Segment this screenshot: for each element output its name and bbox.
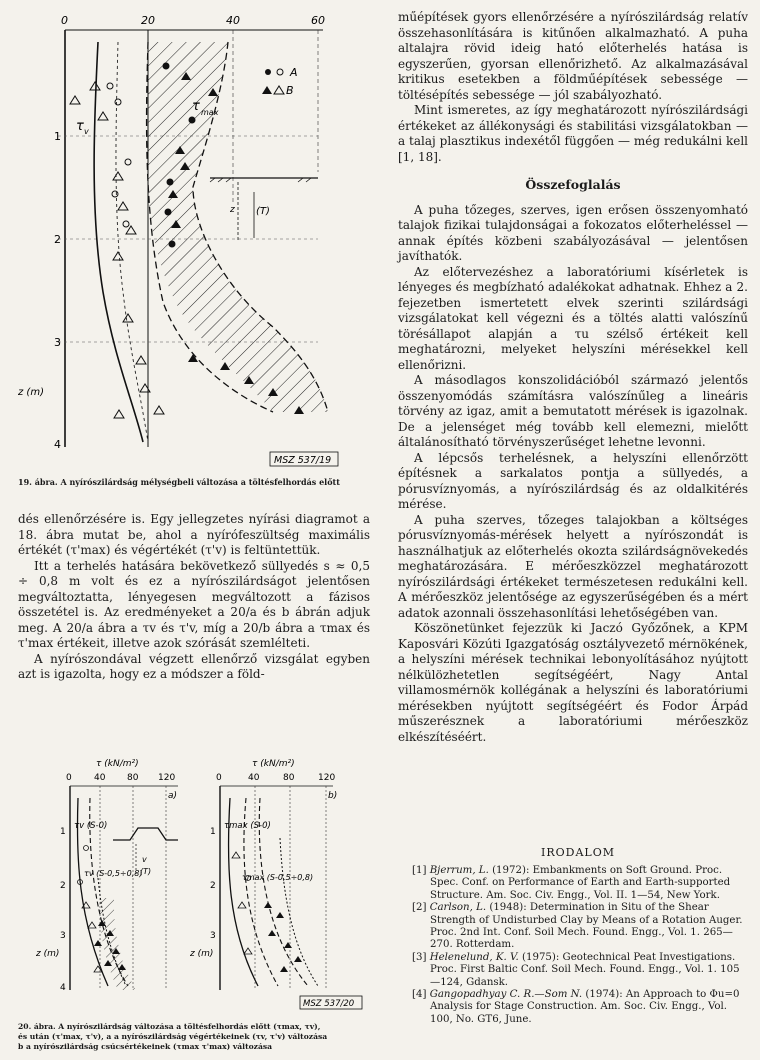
reference-2: [2] Carlson, L. (1948): Determination in Situ of the Shear Strength of Undisturbed Clay by Means of a Rotation Auger. Proc. 2nd Int. Conf. Soil Mech. Found. Engg., Vol. 1. 265—270. Rotterdam. (412, 902, 743, 951)
fig19-legend-b: B (286, 84, 294, 97)
left-column-text (18, 512, 370, 683)
summary-heading: Összefoglalás (525, 177, 621, 192)
fig19-tick-20: 20 (141, 14, 155, 27)
fig20-panel-b: b) (328, 791, 338, 801)
figure-20-caption-line-1: 20. ábra. A nyírószilárdság változása a töltésfelhordás előtt (τmax, τv), (18, 1022, 321, 1031)
figure-19-plot (18, 12, 363, 472)
fig20-label-tv-b: τv (S-0,5÷0,8) (84, 869, 143, 878)
fig19-tau-max-sub: max (201, 108, 219, 117)
fig20-depth-b-1: 1 (210, 827, 216, 837)
fig20-depth-4: 4 (60, 983, 66, 993)
figure-20-caption (18, 1022, 370, 1052)
figure-20-plot (18, 758, 363, 1020)
fig20-depth-3: 3 (60, 931, 66, 941)
fig20-panel-a: a) (168, 791, 178, 801)
fig20-b-tick-0: 0 (216, 773, 222, 783)
summary-paragraph-6: Köszönetünket fejezzük ki Jaczó Győzőnek, a KPM Kaposvári Közúti Igazgatóság osztályvezető mérnökének, a helyszíni mérések technikai lebonyolításához nyújtott nélkülözhetetlen segítségéért, Nagy Antal villamosmérnök kollégának a helyszíni és laboratóriumi mérésekben nyújtott segítségéért és Fodor Árpád műszerésznek a laboratóriumi mérőeszköz elkészítéséért. (398, 621, 748, 744)
fig20-inset-t: (T) (140, 867, 152, 876)
fig20-z-axis-b: z (m) (190, 949, 214, 959)
fig20-b-tick-120: 120 (318, 773, 336, 783)
summary-paragraph-4: A lépcsős terhelésnek, a helyszíni ellenőrzött építésnek a sarkalatos pontja a süllyedés, a pórusvíznyomás, a nyírószilárdság és az oldalkitérés mérése. (398, 450, 748, 511)
fig20-label-tv-a: τv (S-0) (74, 821, 108, 831)
left-paragraph-2: Itt a terhelés hatására bekövetkező süllyedés s ≈ 0,5 ÷ 0,8 m volt és ez a nyírószilárdságot jelentősen megváltoztatta, lényegesen megváltozott a fázisos összetétel is. Az eredményeket a 20/a és b ábrán adjuk meg. A 20/a ábra a τv és τ'v, míg a 20/b ábra a τmax és τ'max értékeit, illetve azok szórását szemlélteti. (18, 558, 370, 650)
fig20-unit-a: τ (kN/m²) (96, 759, 139, 769)
figure-20-caption-line-3: b a nyírószilárdság csúcsértékeinek (τmax τ'max) változása (18, 1042, 273, 1051)
fig20-b-tick-40: 40 (248, 773, 260, 783)
fig19-depth-1: 1 (54, 130, 61, 143)
summary-paragraph-1: A puha tőzeges, szerves, igen erősen összenyomható talajok fizikai tulajdonságai a fokozatos előterheléssel — annak építés közbeni szabályozásával — jelentősen javíthatók. (398, 202, 748, 263)
fig20-label-tmax-b: τmax (S-0,5÷0,8) (242, 873, 314, 882)
fig20-inset-v: v (142, 855, 147, 864)
fig19-depth-4: 4 (54, 438, 61, 451)
fig19-tau-v-sub: v (84, 127, 89, 136)
fig19-z-axis: z (m) (18, 387, 44, 398)
fig20-a-tick-80: 80 (127, 773, 139, 783)
references-heading: IRODALOM (541, 846, 615, 859)
figure-19 (18, 12, 363, 472)
references (408, 846, 748, 1026)
fig19-stamp: MSZ 537/19 (274, 455, 332, 466)
fig19-legend-a: A (290, 66, 298, 79)
right-paragraph-1: műépítések gyors ellenőrzésére a nyírószilárdság relatív összehasonlítására is kitűnően alkalmazható. A puha altalajra rövid ideig ható előterhelés hatása is egyszerűen, gyorsan ellenőrizhető. Az alkalmazásával kritikus esetekben a földműépítések sebessége — töltésépítés sebessége — jól szabályozható. (398, 10, 748, 102)
reference-1: [1] Bjerrum, L. (1972): Embankments on Soft Ground. Proc. Spec. Conf. on Performance of Earth and Earth-supported Structure. Am. Soc. Civ. Engg., Vol. II. 1—54, New York. (412, 865, 731, 901)
reference-3: [3] Helenelund, K. V. (1975): Geotechnical Peat Investigations. Proc. First Baltic Conf. Soil Mech. Found. Engg., Vol. 1. 105—124, Gdansk. (412, 951, 740, 988)
fig20-a-tick-120: 120 (158, 773, 176, 783)
fig19-inset-t: (T) (256, 206, 270, 217)
right-paragraph-2: Mint ismeretes, az így meghatározott nyírószilárdsági értékeket az állékonysági és stabilitási vizsgálatokban — a talaj plasztikus indexétől függően — még redukálni kell [1, 18]. (398, 103, 748, 164)
fig20-b-tick-80: 80 (283, 773, 295, 783)
right-column-text (398, 10, 748, 745)
figure-19-legend (262, 69, 284, 94)
fig20-depth-2: 2 (60, 881, 66, 891)
fig19-tick-0: 0 (61, 14, 68, 27)
summary-paragraph-3: A másodlagos konszolidációból származó jelentős összenyomódás számításra valószínűleg a lineáris törvény az igaz, amit a bemutatott mérések is igazolnak. De a jelenséget még tovább kell elemezni, mielőtt általánosítható törvényszerűséget lehetne levonni. (398, 373, 748, 449)
fig20-unit-b: τ (kN/m²) (252, 759, 295, 769)
fig20-depth-b-3: 3 (210, 931, 216, 941)
fig20-label-tmax-a: τmax (S-0) (224, 821, 271, 831)
fig20-depth-1: 1 (60, 827, 66, 837)
fig19-inset-z: z (230, 205, 235, 215)
fig20-a-tick-40: 40 (94, 773, 106, 783)
reference-4: [4] Gangopadhyay C. R.—Som N. (1974): An Approach to Φu=0 Analysis for Stage Construction. Am. Soc. Civ. Engg., Vol. 100, No. GT6, June. (412, 989, 740, 1025)
fig19-tick-60: 60 (311, 14, 325, 27)
summary-paragraph-2: Az előtervezéshez a laboratóriumi kísérletek is lényeges és megbízható adalékokat adhatnak. Ehhez a 2. fejezetben ismertetett elvek szerinti szilárdsági vizsgálatokat kell végezni és a töltés alatti valószínű törésállapot alapján a τu szélső értékeit kell meghatározni, melyeket helyszíni mérésekkel kell ellenőrizni. (398, 264, 748, 372)
fig19-tick-40: 40 (226, 14, 240, 27)
figure-20-caption-line-2: és után (τ'max, τ'v), a a nyírószilárdság végértékeinek (τv, τ'v) változása (18, 1032, 328, 1041)
figure-20 (18, 758, 363, 1020)
fig20-a-tick-0: 0 (66, 773, 72, 783)
fig19-depth-3: 3 (54, 336, 61, 349)
fig20-depth-b-2: 2 (210, 881, 216, 891)
summary-paragraph-5: A puha szerves, tőzeges talajokban a költséges pórusvíznyomás-mérések helyett a nyírószondát is használhatjuk az előterhelés okozta szilárdságnövekedés meghatározására. E mérőeszközzel meghatározott nyírószilárdsági értékeket természetesen redukálni kell. A mérőeszköz jelentősége az egyszerűségében és a mért adatok azonnali összehasonlítási lehetőségében van. (398, 512, 748, 620)
fig20-stamp: MSZ 537/20 (303, 999, 355, 1009)
fig19-tau-v: τ (76, 119, 84, 134)
fig20-z-axis: z (m) (36, 949, 60, 959)
left-paragraph-3: A nyírószondával végzett ellenőrző vizsgálat egyben azt is igazolta, hogy ez a módszer a föld- (18, 651, 370, 681)
left-paragraph-1: dés ellenőrzésére is. Egy jellegzetes nyírási diagramot a 18. ábra mutat be, ahol a nyírófeszültség maximális értékét (τ'max) és végértékét (τ'v) is feltüntettük. (18, 512, 370, 557)
figure-19-caption: 19. ábra. A nyírószilárdság mélységbeli változása a töltésfelhordás előtt (18, 477, 340, 487)
fig19-depth-2: 2 (54, 233, 61, 246)
fig19-tau-max: τ (192, 99, 200, 114)
